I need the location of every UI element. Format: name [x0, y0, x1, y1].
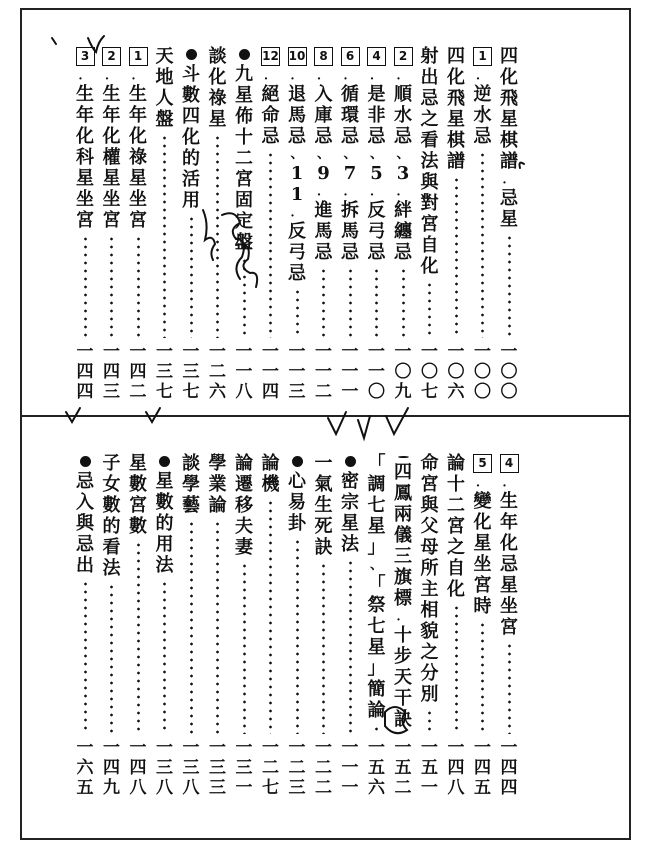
bullet-icon [292, 456, 303, 467]
toc-entry [337, 46, 363, 402]
page-number: 一 四 八 [129, 738, 147, 798]
entry-number: 5 [473, 454, 492, 473]
dot-leader [190, 215, 193, 338]
page-number: 一 六 五 [76, 738, 94, 798]
entry-title: ． 生 年 化 科 星 坐 宮 [76, 68, 94, 231]
page-number: 一 一 二 [315, 342, 332, 402]
dot-leader [137, 235, 140, 338]
toc-entry [178, 453, 204, 798]
dot-leader [455, 604, 458, 734]
page-number: 一 三 七 [156, 342, 173, 402]
dot-leader [163, 580, 166, 734]
page-number: 一 三 一 [235, 738, 253, 798]
page-number: 一 四 二 [129, 342, 147, 402]
entry-title: 一 氣 生 死 訣 [314, 453, 333, 558]
page-number: 一 四 五 [474, 738, 491, 798]
page-number: 一 三 八 [156, 738, 173, 798]
page-number: 一 〇 七 [421, 342, 438, 402]
entry-title: 談 學 藝 [182, 453, 200, 516]
dot-leader [190, 520, 193, 734]
page-number: 一 五 六 [368, 738, 385, 798]
toc-entry [390, 453, 416, 798]
dot-leader [163, 134, 166, 338]
toc-entry [258, 46, 284, 402]
entry-title: ． 生 年 化 忌 星 坐 宮 [500, 475, 518, 638]
page-number: 一 五 二 [394, 738, 412, 798]
dot-leader [375, 267, 378, 338]
page-number: 一 〇 〇 [474, 342, 491, 402]
entry-title: 「 調 七 星 」 、 「 祭 七 星 」 簡 論 [367, 453, 386, 721]
entry-number: 6 [341, 47, 360, 66]
toc-entry [99, 453, 125, 798]
toc-entry [284, 453, 310, 798]
dot-leader [322, 267, 325, 338]
toc-entry [231, 453, 257, 798]
entry-title: 射 出 忌 之 看 法 與 對 宮 自 化 [420, 46, 439, 277]
entry-title: 星 數 宮 數 [129, 453, 147, 537]
page-number: 一 二 三 [288, 738, 306, 798]
dot-leader [216, 134, 219, 338]
entry-title: 論 十 二 宮 之 自 化 [447, 453, 465, 600]
entry-title: ． 絕 命 忌 [261, 68, 280, 147]
dot-leader [349, 267, 352, 338]
page-number: 一 一 三 [288, 342, 306, 402]
entry-title: ． 順 水 忌 、 3 ． 絆 纏 忌 [394, 68, 412, 263]
dot-leader [481, 151, 484, 338]
entry-title: ． 循 環 忌 、 7 ． 拆 馬 忌 [341, 68, 359, 263]
toc-entry [470, 46, 496, 402]
dot-leader [296, 288, 299, 338]
toc-entry [337, 453, 363, 798]
toc-entry [125, 46, 151, 402]
entry-number: 8 [314, 47, 333, 66]
toc-entry [470, 453, 496, 798]
page-number: 一 一 一 [341, 342, 359, 402]
page-number: 一 一 八 [235, 342, 253, 402]
toc-entry [205, 46, 231, 402]
page-number: 一 一 四 [262, 342, 279, 402]
entry-title: ． 是 非 忌 、 5 ． 反 弓 忌 [367, 68, 386, 263]
dot-leader [428, 709, 431, 734]
entry-title: 九 星 佈 十 二 宮 固 定 盤 [235, 64, 253, 253]
dot-leader [84, 580, 87, 734]
entry-title: 談 化 祿 星 [208, 46, 227, 130]
dot-leader [84, 235, 87, 338]
toc-entry [125, 453, 151, 798]
dot-leader [508, 234, 511, 338]
entry-title: 忌 入 與 忌 出 [76, 471, 94, 576]
toc-entry [496, 46, 522, 402]
entry-number: 1 [129, 47, 148, 66]
bullet-icon [159, 456, 170, 467]
toc-entry [496, 453, 522, 798]
page-number: 一 三 三 [209, 738, 226, 798]
dot-leader [455, 176, 458, 338]
entry-title: 斗 數 四 化 的 活 用 [182, 64, 200, 211]
entry-title: ． 生 年 化 權 星 坐 宮 [102, 68, 121, 231]
page-number: 一 一 〇 [368, 342, 385, 402]
toc-entry [152, 46, 178, 402]
entry-title: 學 業 論 [208, 453, 227, 516]
entry-number: 10 [288, 47, 307, 66]
dot-leader [481, 621, 484, 734]
entry-title: ． 退 馬 忌 、 1 1 ． 反 弓 忌 [288, 68, 306, 284]
page-number: 一 〇 〇 [500, 342, 518, 402]
entry-title: 命 宮 與 父 母 所 主 相 貌 之 分 別 [420, 453, 439, 705]
page-number: 一 四 八 [447, 738, 465, 798]
dot-leader [375, 725, 378, 734]
dot-leader [508, 642, 511, 734]
dot-leader [137, 541, 140, 734]
entry-title: ． 變 化 星 坐 宮 時 [473, 475, 492, 617]
toc-entry [443, 453, 469, 798]
entry-title: ． 逆 水 忌 [473, 68, 492, 147]
toc-entry [417, 453, 443, 798]
page-number: 一 二 七 [262, 738, 279, 798]
entry-number: 12 [261, 47, 280, 66]
dot-leader [243, 257, 246, 338]
toc-entry [284, 46, 310, 402]
page-number: 一 三 八 [182, 738, 200, 798]
page-number: 一 〇 九 [394, 342, 412, 402]
bullet-icon [345, 456, 356, 467]
toc-entry [231, 46, 257, 402]
entry-title: 四 鳳 兩 儀 三 旗 標 ． 十 步 天 干 訣 [394, 462, 412, 730]
entry-title: 星 數 的 用 法 [155, 471, 174, 576]
entry-title: ． 生 年 化 祿 星 坐 宮 [129, 68, 147, 231]
bullet-icon [239, 49, 250, 60]
entry-title: 天 地 人 盤 [155, 46, 174, 130]
entry-title: 心 易 卦 [288, 471, 306, 534]
dot-leader [243, 562, 246, 734]
entry-number: 4 [500, 454, 519, 473]
entry-title: 密 宗 星 法 [341, 471, 359, 555]
toc-entry [72, 46, 98, 402]
toc-entry [258, 453, 284, 798]
bullet-icon [80, 456, 91, 467]
entry-title: 四 化 飛 星 棋 譜 [447, 46, 465, 172]
page-number: 一 四 四 [76, 342, 94, 402]
toc-entry [178, 46, 204, 402]
toc-entry [417, 46, 443, 402]
page-number: 一 一 一 [341, 738, 359, 798]
entry-number: 4 [367, 47, 386, 66]
toc-entry [99, 46, 125, 402]
bullet-icon [186, 49, 197, 60]
page-number: 一 四 九 [103, 738, 120, 798]
dot-leader [269, 151, 272, 338]
entry-title: 論 遷 移 夫 妻 [235, 453, 253, 558]
toc-entry [364, 46, 390, 402]
toc-entry [364, 453, 390, 798]
entry-number: 2 [102, 47, 121, 66]
dot-leader [110, 583, 113, 734]
toc-entry [311, 46, 337, 402]
dot-leader [216, 520, 219, 734]
entry-title: 四 化 飛 星 棋 譜 ． 忌 星 [500, 46, 518, 230]
entry-number: 1 [473, 47, 492, 66]
dot-leader [428, 281, 431, 338]
dot-leader [322, 562, 325, 734]
page-number: 一 三 七 [182, 342, 200, 402]
toc-entry [72, 453, 98, 798]
toc-entry [152, 453, 178, 798]
dot-leader [402, 267, 405, 338]
page-number: 一 四 三 [103, 342, 120, 402]
page-number: 一 二 六 [209, 342, 226, 402]
bullet-icon [398, 456, 409, 458]
entry-title: 子 女 數 的 看 法 [102, 453, 121, 579]
entry-title: 論 機 [261, 453, 280, 495]
dot-leader [296, 538, 299, 734]
page-number: 一 二 二 [315, 738, 332, 798]
toc-entry [443, 46, 469, 402]
entry-title: ． 入 庫 忌 、 9 ． 進 馬 忌 [314, 68, 333, 263]
dot-leader [110, 235, 113, 338]
toc-entry [390, 46, 416, 402]
entry-number: 2 [394, 47, 413, 66]
entry-number: 3 [76, 47, 95, 66]
dot-leader [269, 499, 272, 734]
page-number: 一 〇 六 [447, 342, 465, 402]
section-divider [22, 415, 629, 417]
page-number: 一 四 四 [500, 738, 518, 798]
toc-entry [311, 453, 337, 798]
dot-leader [349, 559, 352, 734]
page-number: 一 五 一 [421, 738, 438, 798]
toc-entry [205, 453, 231, 798]
